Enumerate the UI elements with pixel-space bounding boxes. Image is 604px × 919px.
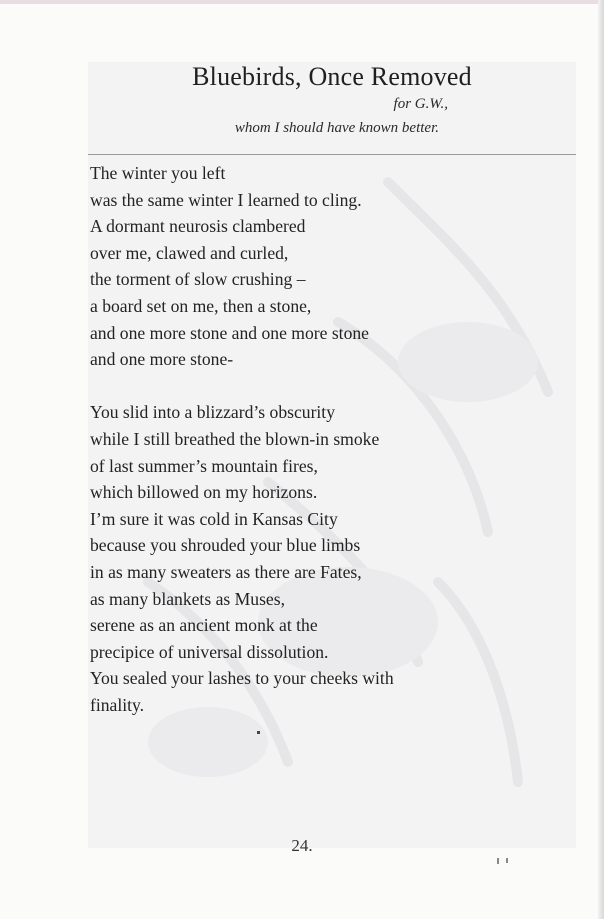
poem-body [90,160,560,745]
poem-line: serene as an ancient monk at the [90,615,318,636]
dedication-line-2: whom I should have known better. [234,120,439,136]
poem-line: finality. [90,694,145,715]
poem-line: and one more stone- [90,349,234,370]
poem-line: because you shrouded your blue limbs [90,535,361,556]
stanza [90,160,560,373]
poem-line: A dormant neurosis clambered [90,216,306,237]
print-speck [497,858,499,864]
poem-line: which billowed on my horizons. [90,482,318,503]
poem-line: was the same winter I learned to cling. [90,189,362,210]
stanza [90,399,560,718]
poem-line: over me, clawed and curled, [90,242,289,263]
poem-line: precipice of universal dissolution. [90,641,329,662]
poem-line: as many blankets as Muses, [90,588,285,609]
dedication-line-1: for G.W., [393,96,448,112]
title-divider [88,154,576,155]
poem-line: in as many sweaters as there are Fates, [90,561,362,582]
poem-line: and one more stone and one more stone [90,322,369,343]
poem-line: I’m sure it was cold in Kansas City [90,508,338,529]
poem-line: the torment of slow crushing – [90,269,306,290]
poem-line: You slid into a blizzard’s obscurity [90,402,335,423]
page-top-edge [0,0,604,4]
poem-line: The winter you left [90,163,226,183]
print-speck [257,731,260,734]
poem-line: You sealed your lashes to your cheeks with [90,668,394,689]
poem-line: while I still breathed the blown-in smoke [90,428,380,449]
page-number: 24. [291,836,313,855]
poem-line: of last summer’s mountain fires, [90,455,318,476]
poem-line: a board set on me, then a stone, [90,295,312,316]
page-spine-edge [598,0,604,919]
poem-title: Bluebirds, Once Removed [192,62,472,91]
print-speck [506,858,508,863]
